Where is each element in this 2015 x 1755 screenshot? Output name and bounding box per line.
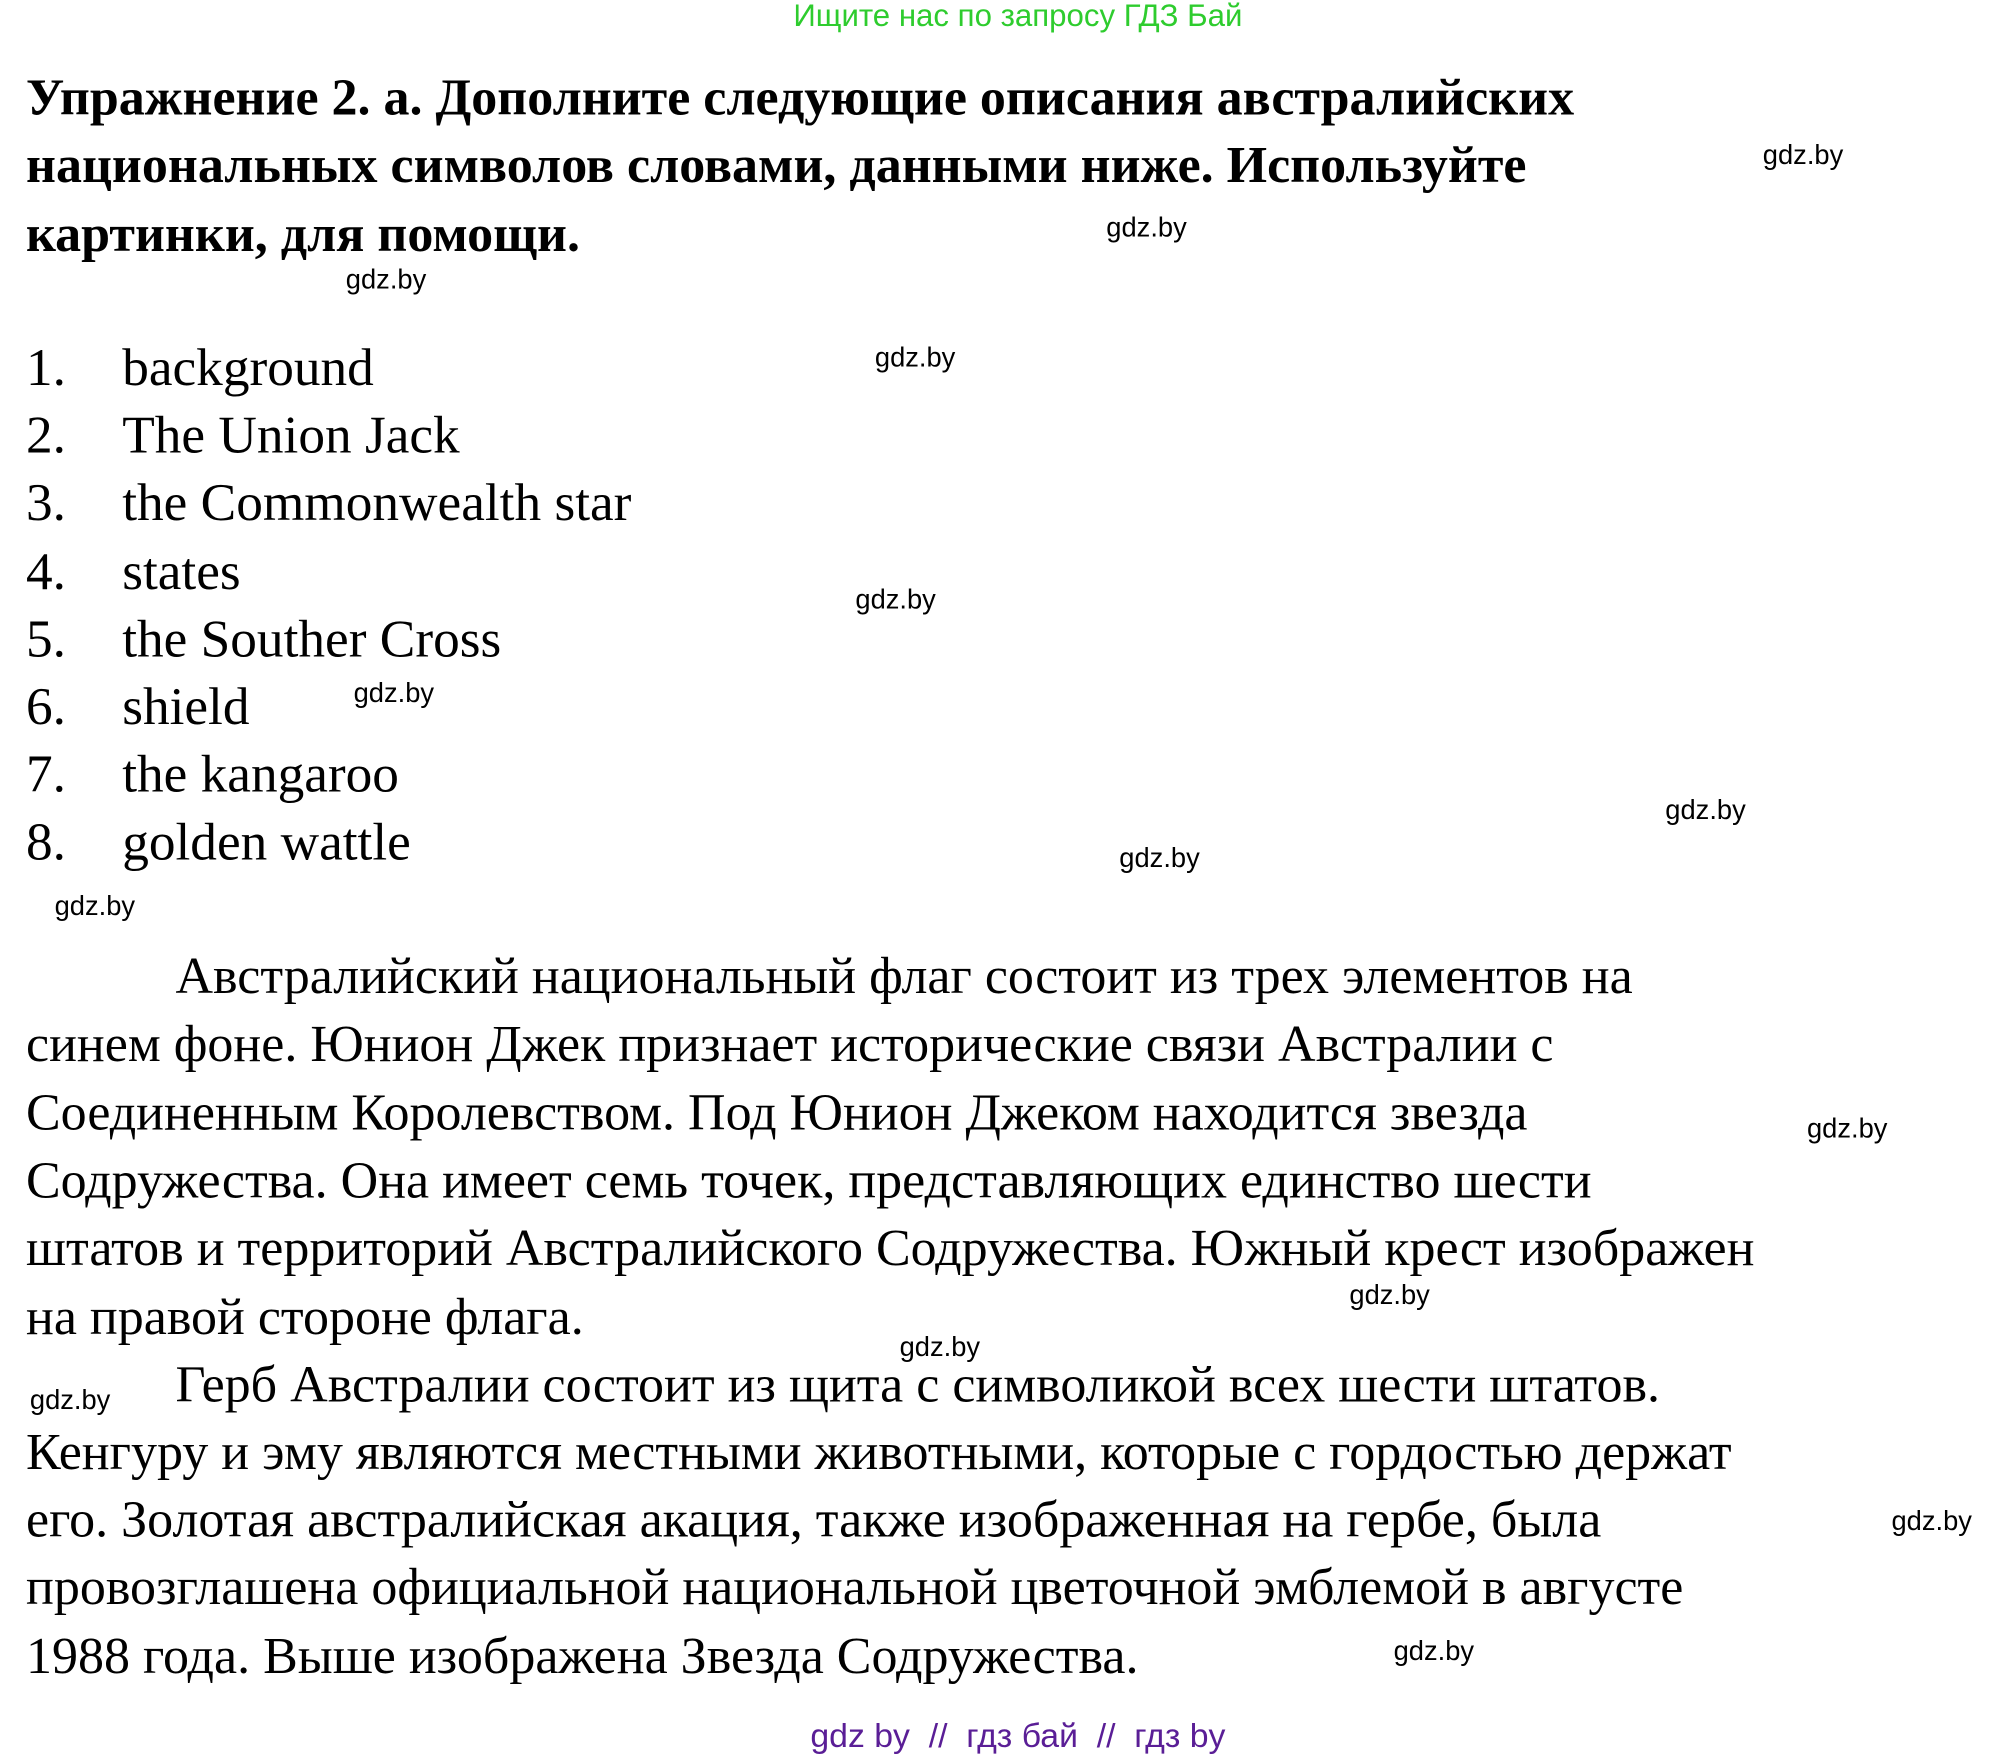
watermark-text: gdz.by — [1762, 140, 1844, 171]
list-item-text: shield — [122, 676, 250, 736]
exercise-heading-line-2: национальных символов словами, данными ниже. Используйте — [26, 135, 1527, 194]
list-item-number: 5. — [26, 608, 66, 669]
list-item-text: background — [122, 336, 374, 397]
watermark-text: gdz.by — [29, 1385, 111, 1416]
watermark-text: gdz.by — [899, 1332, 981, 1363]
watermark-text: gdz.by — [1106, 213, 1187, 244]
paragraph-line: на правой стороне флага. — [26, 1287, 584, 1346]
list-item-number: 1. — [26, 336, 66, 397]
list-item-number: 2. — [26, 404, 66, 465]
exercise-heading-line-3: картинки, для помощи. — [26, 204, 580, 263]
list-item-number: 8. — [26, 811, 66, 871]
search-banner: Ищите нас по запросу ГДЗ Бай — [793, 0, 1243, 34]
paragraph-line: 1988 года. Выше изображена Звезда Содружества. — [26, 1626, 1139, 1685]
paragraph-line: штатов и территорий Австралийского Содружества. Южный крест изображен — [26, 1218, 1755, 1277]
watermark-text: gdz.by — [855, 585, 936, 615]
paragraph-line: Соединенным Королевством. Под Юнион Джеком находится звезда — [26, 1082, 1528, 1142]
watermark-text: gdz.by — [1393, 1636, 1475, 1667]
footer-links: gdz by // гдз бай // гдз by — [810, 1715, 1226, 1755]
list-item-text: the Commonwealth star — [122, 471, 632, 532]
paragraph-line: Кенгуру и эму являются местными животными, которые с гордостью держат — [26, 1422, 1732, 1481]
paragraph-line: синем фоне. Юнион Джек признает исторические связи Австралии с — [26, 1013, 1554, 1073]
list-item-text: states — [122, 540, 241, 601]
watermark-text: gdz.by — [1349, 1280, 1430, 1311]
watermark-text: gdz.by — [874, 343, 956, 374]
watermark-text: gdz.by — [1119, 843, 1200, 874]
list-item-number: 4. — [26, 540, 66, 601]
paragraph-line: Австралийский национальный флаг состоит из трех элементов на — [175, 946, 1633, 1005]
list-item-number: 3. — [26, 471, 66, 532]
watermark-text: gdz.by — [54, 891, 136, 922]
list-item-number: 6. — [26, 676, 66, 736]
paragraph-line: Герб Австралии состоит из щита с символикой всех шести штатов. — [175, 1354, 1661, 1414]
list-item-text: the Souther Cross — [122, 608, 502, 669]
watermark-text: gdz.by — [1806, 1114, 1888, 1144]
paragraph-line: провозглашена официальной национальной цветочной эмблемой в августе — [26, 1557, 1684, 1616]
watermark-text: gdz.by — [1891, 1506, 1972, 1537]
list-item-text: the kangaroo — [122, 743, 399, 804]
paragraph-line: Содружества. Она имеет семь точек, представляющих единство шести — [26, 1150, 1592, 1209]
paragraph-line: его. Золотая австралийская акация, также изображенная на гербе, была — [26, 1489, 1602, 1549]
list-item-text: golden wattle — [122, 811, 411, 871]
list-item-text: The Union Jack — [122, 404, 460, 465]
watermark-text: gdz.by — [345, 265, 427, 296]
watermark-text: gdz.by — [1665, 795, 1746, 826]
watermark-text: gdz.by — [353, 678, 435, 709]
exercise-heading-line-1: Упражнение 2. а. Дополните следующие описания австралийских — [26, 67, 1575, 127]
list-item-number: 7. — [26, 743, 66, 804]
